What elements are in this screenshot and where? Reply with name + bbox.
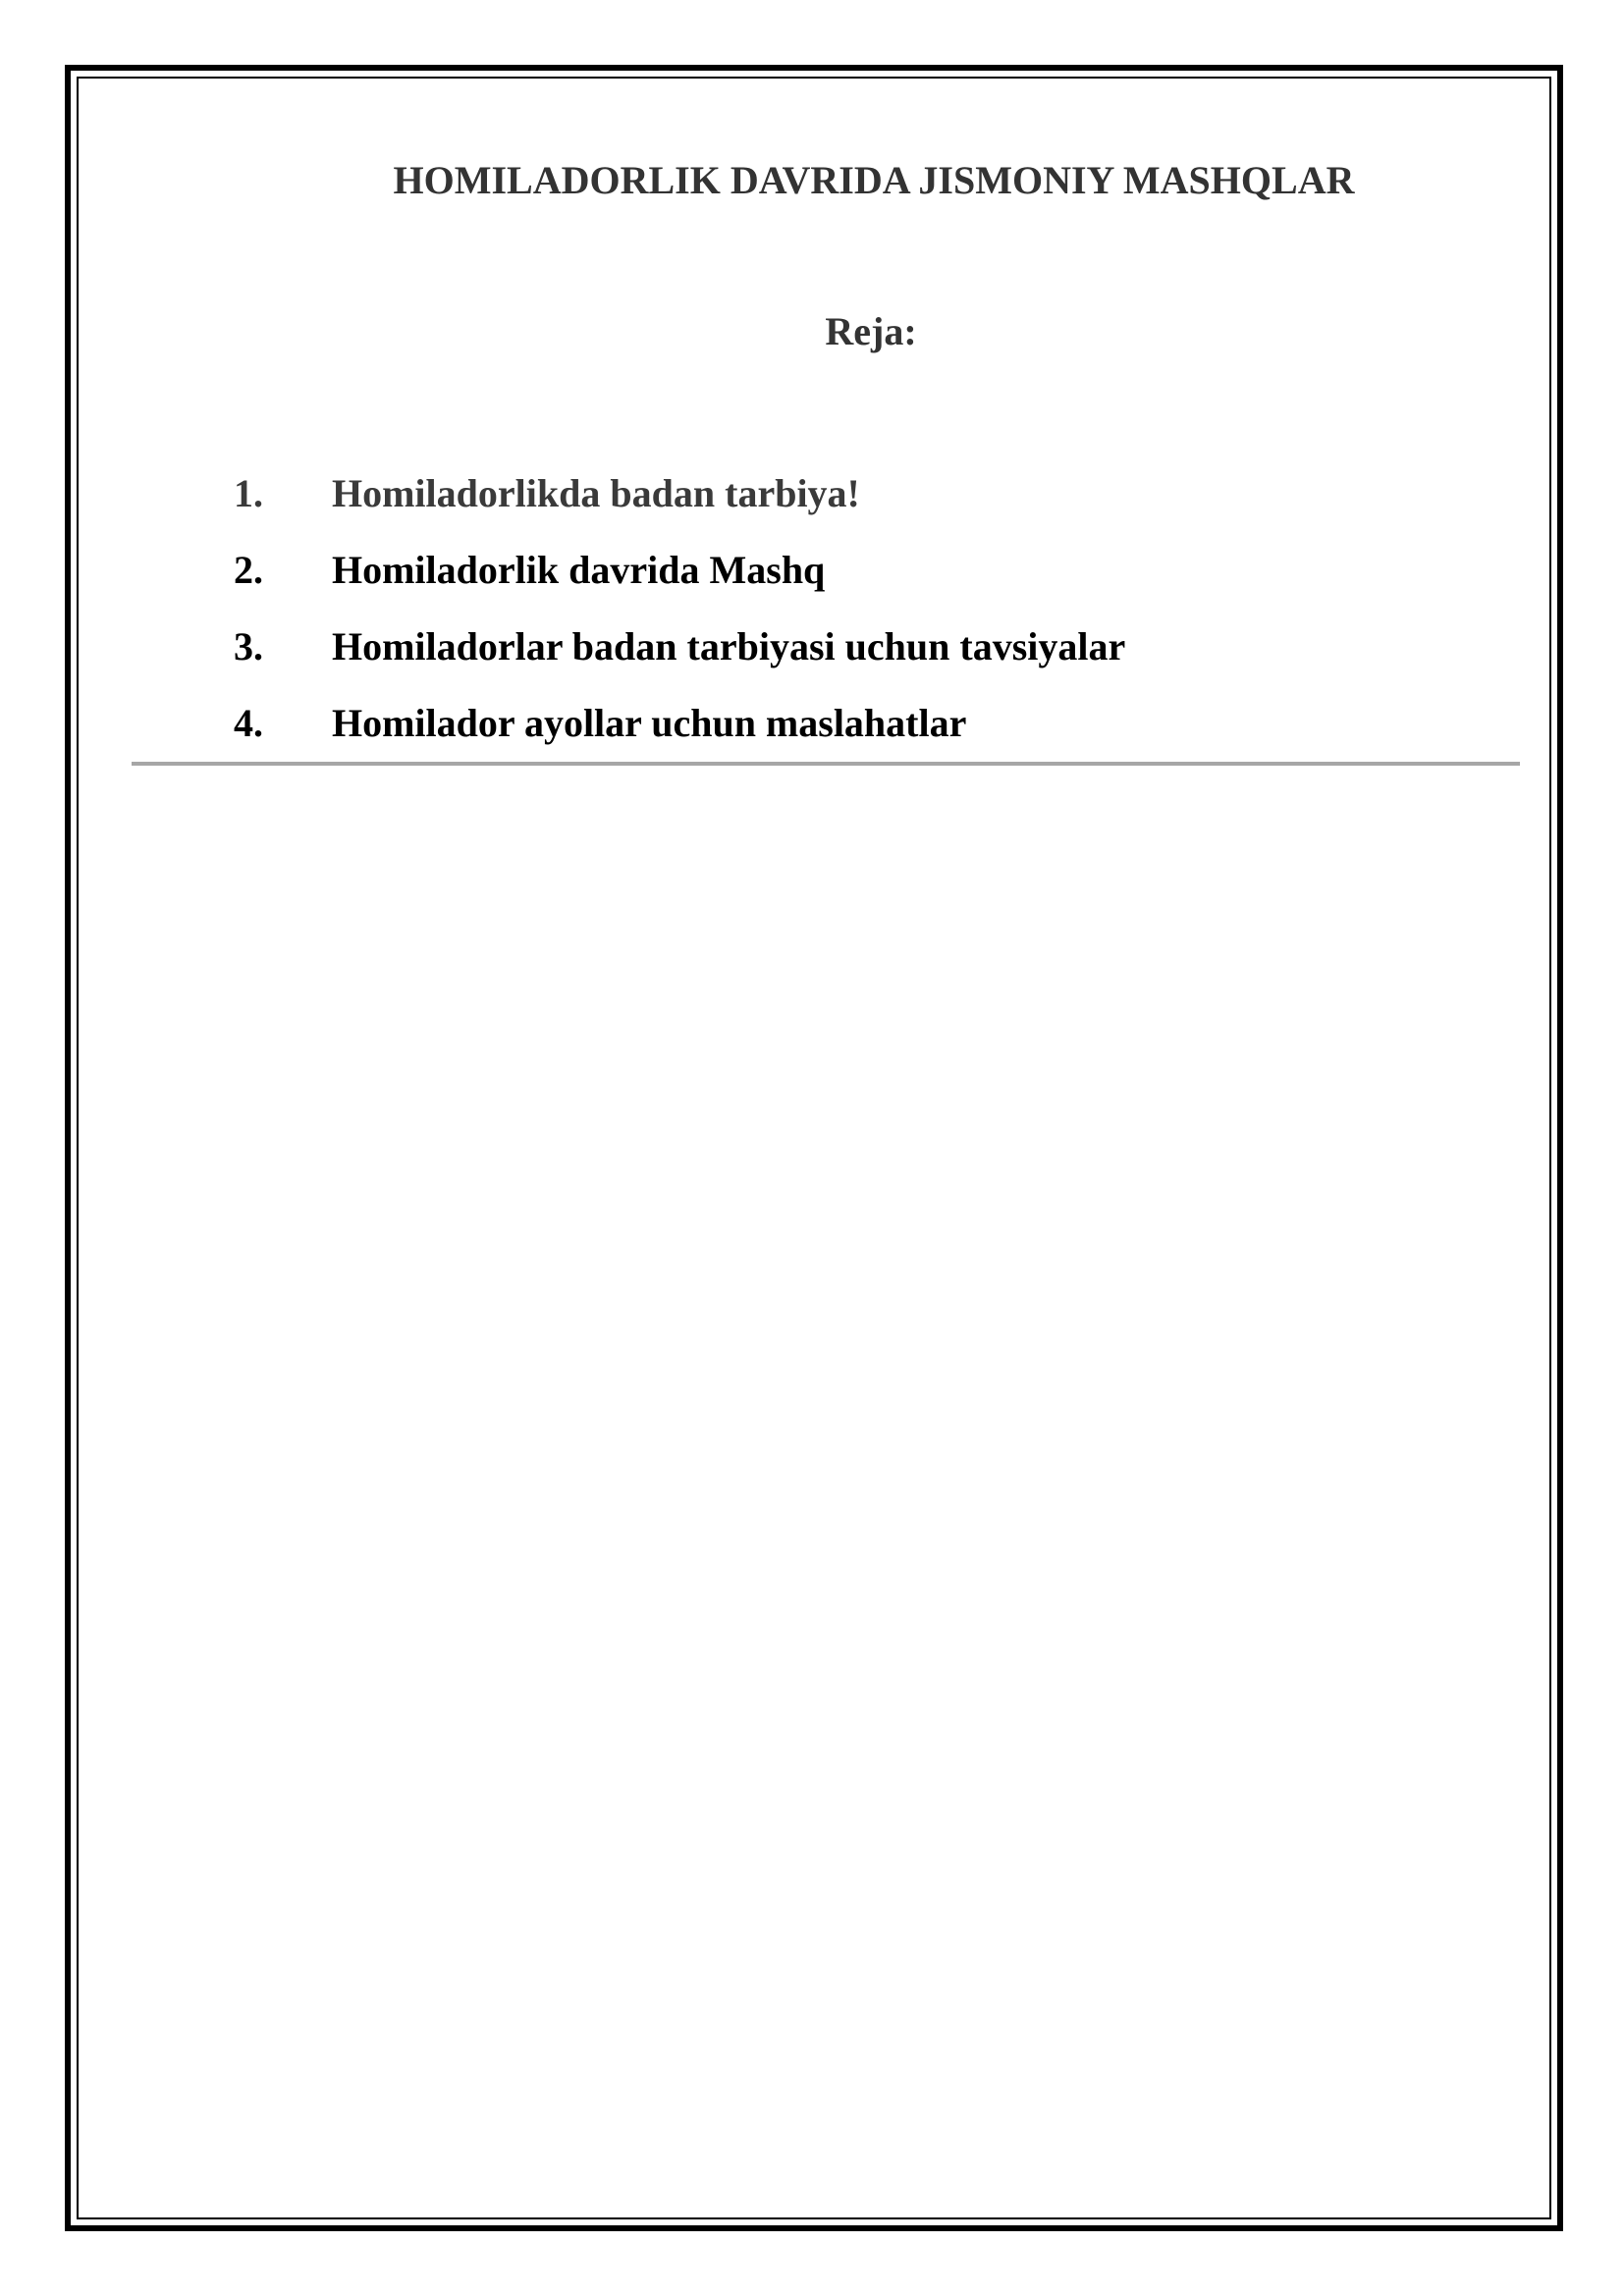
plan-item-number: 1.: [234, 471, 263, 515]
plan-item-1: [234, 455, 1125, 532]
plan-item-2: [234, 532, 1125, 609]
plan-item-number: 2.: [234, 548, 263, 592]
document-title: HOMILADORLIK DAVRIDA JISMONIY MASHQLAR: [393, 158, 1355, 202]
plan-item-text: Homiladorlikda badan tarbiya!: [332, 471, 860, 515]
plan-item-text: Homiladorlik davrida Mashq: [332, 548, 826, 592]
plan-item-number: 4.: [234, 701, 263, 745]
page-inner-border: [77, 77, 1551, 2219]
plan-list: [234, 455, 1125, 762]
plan-item-text: Homiladorlar badan tarbiyasi uchun tavsiyalar: [332, 624, 1126, 668]
section-divider: [132, 762, 1520, 766]
plan-heading: Reja:: [825, 309, 917, 353]
plan-item-text: Homilador ayollar uchun maslahatlar: [332, 701, 967, 745]
plan-item-number: 3.: [234, 624, 263, 668]
plan-item-4: [234, 685, 1125, 762]
plan-item-3: [234, 609, 1125, 685]
